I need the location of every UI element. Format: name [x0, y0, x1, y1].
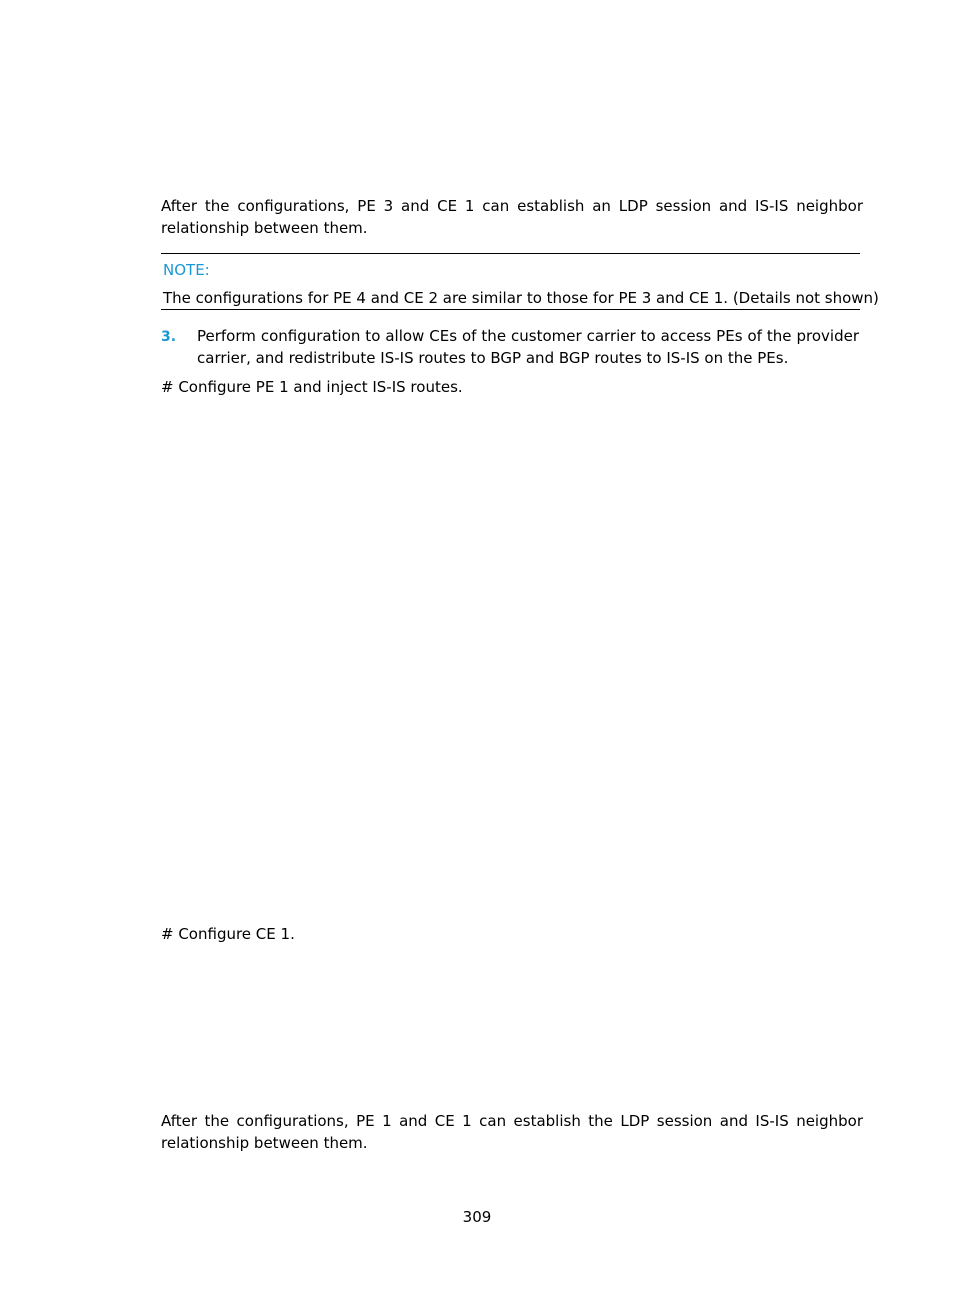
paragraph-pe3-ce1-result: After the configurations, PE 3 and CE 1 can establish an LDP session and IS-IS neighbor relationship between them.: [161, 197, 863, 237]
step-number: 3.: [161, 329, 177, 345]
step-text: Perform configuration to allow CEs of the customer carrier to access PEs of the provider carrier, and redistribute IS-IS routes to BGP and BGP routes to IS-IS on the PEs.: [197, 327, 859, 367]
page-number: 309: [462, 1208, 492, 1226]
note-label: NOTE:: [163, 261, 210, 279]
comment-configure-pe1: # Configure PE 1 and inject IS-IS routes.: [161, 378, 463, 396]
note-text: The configurations for PE 4 and CE 2 are similar to those for PE 3 and CE 1. (Details not shown): [163, 289, 879, 307]
note-bottom-rule: [161, 309, 860, 310]
comment-configure-ce1: # Configure CE 1.: [161, 925, 295, 943]
paragraph-pe1-ce1-result: After the configurations, PE 1 and CE 1 can establish the LDP session and IS-IS neighbor relationship between them.: [161, 1112, 863, 1152]
note-top-rule: [161, 253, 860, 254]
